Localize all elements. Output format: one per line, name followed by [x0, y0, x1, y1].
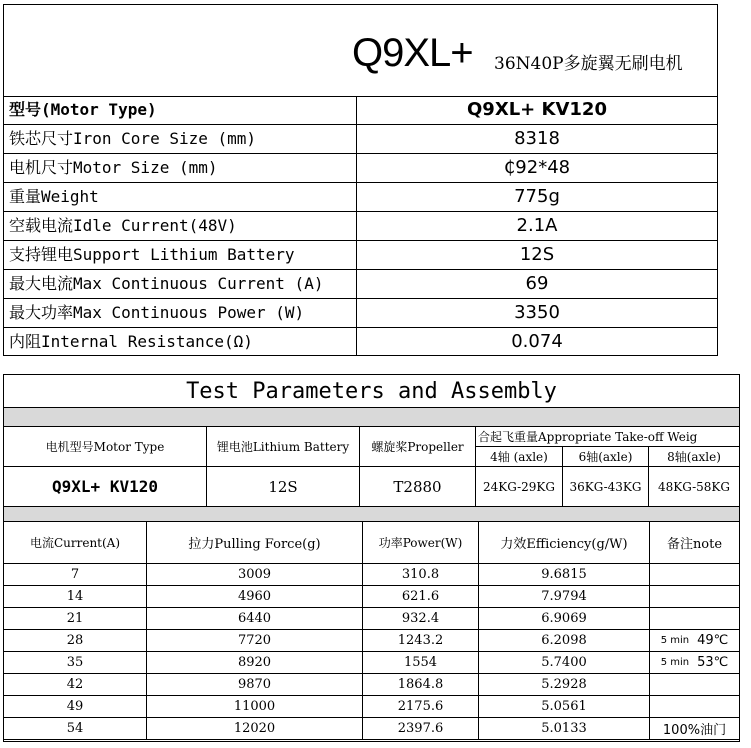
spec-row-motor-size: [4, 154, 717, 183]
note-duration: 5 min: [660, 635, 690, 646]
note-cell: [650, 608, 739, 630]
note-cell: [650, 564, 739, 586]
current-cell: 28: [4, 630, 147, 652]
efficiency-cell: 6.9069: [479, 608, 650, 630]
spec-value: ₵92*48: [356, 154, 717, 182]
col-note: 备注note: [650, 522, 739, 564]
efficiency-cell: 5.0561: [479, 696, 650, 718]
config-axle8: 48KG-58KG: [649, 467, 739, 507]
efficiency-cell: 5.7400: [479, 652, 650, 674]
separator-band: [4, 407, 739, 427]
header-axle4: 4轴 (axle): [476, 447, 563, 467]
spec-value: 0.074: [356, 328, 717, 356]
spec-label: 最大功率Max Continuous Power (W): [9, 303, 305, 322]
config-battery: 12S: [207, 467, 360, 507]
spec-label: 内阻Internal Resistance(Ω): [9, 332, 253, 351]
force-cell: 8920: [147, 652, 363, 674]
spec-label: 最大电流Max Continuous Current (A): [9, 274, 324, 293]
note-cell: [650, 586, 739, 608]
test-parameters: [3, 374, 740, 742]
test-title: Test Parameters and Assembly: [186, 379, 557, 404]
power-cell: 2175.6: [363, 696, 479, 718]
force-cell: 4960: [147, 586, 363, 608]
force-cell: 6440: [147, 608, 363, 630]
current-cell: 35: [4, 652, 147, 674]
spec-value: 3350: [356, 299, 717, 327]
current-cell: 49: [4, 696, 147, 718]
force-cell: 3009: [147, 564, 363, 586]
note-value: 49℃: [697, 633, 729, 648]
header-axle8: 8轴(axle): [649, 447, 739, 467]
current-cell: 54: [4, 718, 147, 740]
spec-header: [4, 5, 717, 97]
spec-label: 型号(Motor Type): [9, 100, 157, 119]
force-cell: 11000: [147, 696, 363, 718]
spec-row-resistance: [4, 328, 717, 357]
note-value: 53℃: [697, 655, 729, 670]
model-title: Q9XL+: [352, 31, 473, 75]
current-cell: 42: [4, 674, 147, 696]
spec-value: 2.1A: [356, 212, 717, 240]
current-cell: 7: [4, 564, 147, 586]
model-subtitle: 36N40P多旋翼无刷电机: [494, 54, 683, 74]
config-propeller: T2880: [360, 467, 476, 507]
power-cell: 621.6: [363, 586, 479, 608]
separator-band: [4, 507, 739, 522]
note-cell: [650, 674, 739, 696]
note-cell: [650, 652, 739, 674]
config-axle4: 24KG-29KG: [476, 467, 563, 507]
power-cell: 310.8: [363, 564, 479, 586]
power-cell: 1554: [363, 652, 479, 674]
efficiency-cell: 7.9794: [479, 586, 650, 608]
note-duration: 5 min: [660, 657, 690, 668]
power-cell: 1243.2: [363, 630, 479, 652]
spec-label: 铁芯尺寸Iron Core Size (mm): [9, 129, 257, 148]
note-cell: [650, 696, 739, 718]
efficiency-cell: 5.2928: [479, 674, 650, 696]
config-axle6: 36KG-43KG: [563, 467, 649, 507]
header-takeoff-weight: 合起飞重量Appropriate Take-off Weig: [476, 427, 739, 447]
col-efficiency: 力效Efficiency(g/W): [479, 522, 650, 564]
note-cell: [650, 718, 739, 740]
spec-row-max-current: [4, 270, 717, 299]
note-value: 100%油门: [662, 723, 727, 738]
power-cell: 1864.8: [363, 674, 479, 696]
current-cell: 21: [4, 608, 147, 630]
force-cell: 7720: [147, 630, 363, 652]
force-cell: 12020: [147, 718, 363, 740]
col-current: 电流Current(A): [4, 522, 147, 564]
note-cell: [650, 630, 739, 652]
spec-row-weight: [4, 183, 717, 212]
header-axle6: 6轴(axle): [563, 447, 649, 467]
efficiency-cell: 5.0133: [479, 718, 650, 740]
spec-row-idle-current: [4, 212, 717, 241]
spec-label: 空载电流Idle Current(48V): [9, 216, 237, 235]
spec-value: 8318: [356, 125, 717, 153]
efficiency-cell: 9.6815: [479, 564, 650, 586]
power-cell: 2397.6: [363, 718, 479, 740]
spec-row-motor-type: [4, 96, 717, 125]
spec-label: 电机尺寸Motor Size (mm): [9, 158, 218, 177]
spec-label: 重量Weight: [9, 187, 99, 206]
col-force: 拉力Pulling Force(g): [147, 522, 363, 564]
spec-row-max-power: [4, 299, 717, 328]
spec-value: 12S: [356, 241, 717, 269]
spec-row-iron-core: [4, 125, 717, 154]
header-motor-type: 电机型号Motor Type: [4, 427, 207, 467]
spec-value: 69: [356, 270, 717, 298]
col-power: 功率Power(W): [363, 522, 479, 564]
spec-value: 775g: [356, 183, 717, 211]
efficiency-cell: 6.2098: [479, 630, 650, 652]
force-cell: 9870: [147, 674, 363, 696]
spec-label: 支持锂电Support Lithium Battery: [9, 245, 295, 264]
header-propeller: 螺旋桨Propeller: [360, 427, 476, 467]
header-battery: 锂电池Lithium Battery: [207, 427, 360, 467]
spec-sheet: [3, 4, 718, 356]
spec-value: Q9XL+ KV120: [356, 96, 717, 124]
power-cell: 932.4: [363, 608, 479, 630]
current-cell: 14: [4, 586, 147, 608]
config-motor-type: Q9XL+ KV120: [4, 467, 207, 507]
spec-row-battery: [4, 241, 717, 270]
